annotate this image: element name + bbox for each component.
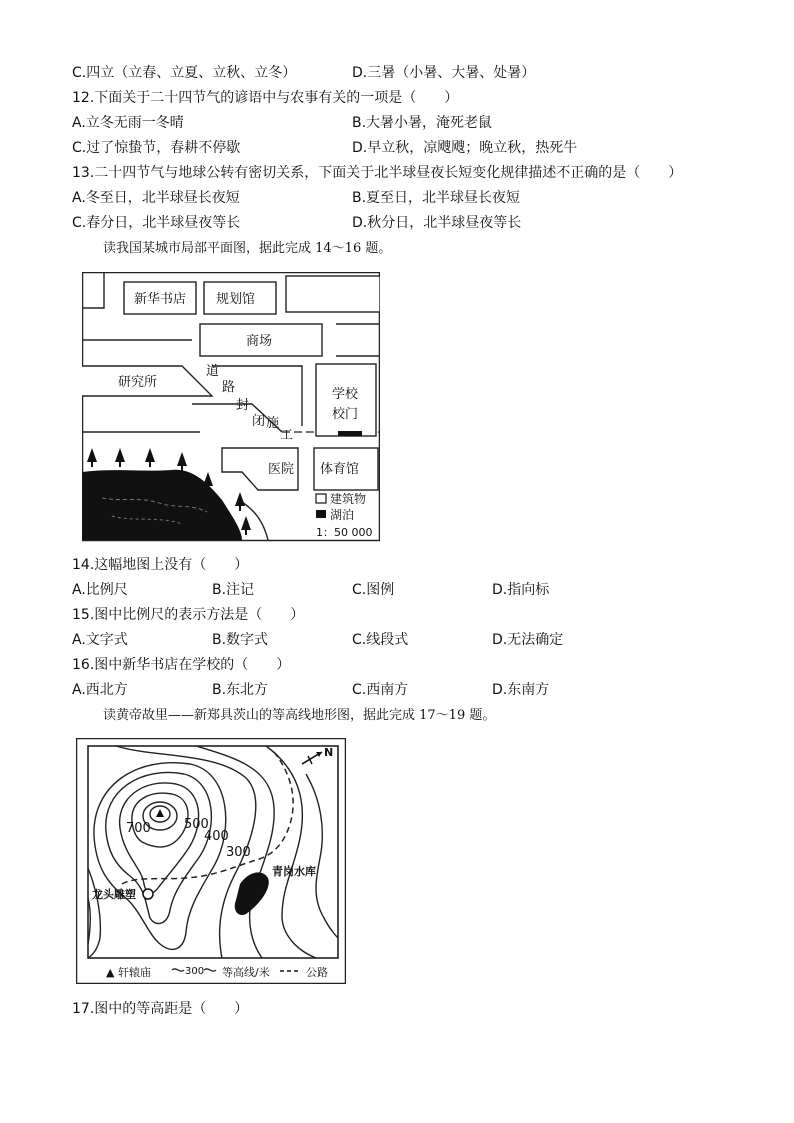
statue-circle-icon: [143, 889, 153, 899]
contour-map: [76, 738, 346, 984]
q12-option-d: D.早立秋，凉飕飕；晚立秋，热死牛: [352, 140, 578, 156]
q12-option-c: C.过了惊蛰节，春耕不停歇: [72, 140, 241, 156]
q16-stem: 16.图中新华书店在学校的（ ）: [72, 657, 291, 673]
q11-option-d: D.三暑（小暑、大暑、处暑）: [352, 65, 536, 81]
legend-building-swatch: [316, 494, 326, 503]
q16-option-c: C.西南方: [352, 682, 409, 698]
school-gate-mark: [338, 431, 362, 436]
q16-option-d: D.东南方: [492, 682, 550, 698]
legend-contour: 等高线/米: [222, 966, 270, 979]
q14-stem: 14.这幅地图上没有（ ）: [72, 557, 249, 573]
legend-temple: ▲ 轩辕庙: [106, 966, 151, 979]
q15-option-b: B.数字式: [212, 632, 269, 648]
contour-700: 700: [126, 821, 151, 836]
road-closure-char-3: 封: [236, 398, 250, 413]
q16-option-b: B.东北方: [212, 682, 269, 698]
q11-option-c: C.四立（立春、立夏、立秋、立冬）: [72, 65, 297, 81]
q13-option-b: B.夏至日，北半球昼长夜短: [352, 190, 521, 206]
road-closure-char-4: 闭: [252, 414, 266, 429]
label-mall: 商场: [246, 334, 273, 349]
q14-option-c: C.图例: [352, 582, 395, 598]
q15-option-c: C.线段式: [352, 632, 409, 648]
label-school-gate: 校门: [332, 407, 359, 422]
contour-400: 400: [204, 829, 229, 844]
q13-option-a: A.冬至日，北半球昼长夜短: [72, 190, 240, 206]
intro-17-19: 读黄帝故里——新郑具茨山的等高线地形图，据此完成 17～19 题。: [103, 708, 496, 723]
q14-option-d: D.指向标: [492, 582, 550, 598]
q17-stem: 17.图中的等高距是（ ）: [72, 1001, 249, 1017]
north-label: N: [324, 746, 334, 759]
label-institute: 研究所: [118, 375, 158, 390]
label-school: 学校: [332, 387, 359, 402]
city-map: [82, 272, 380, 542]
contour-300: 300: [226, 845, 251, 860]
road-closure-char-5: 施: [266, 416, 280, 431]
label-gym: 体育馆: [320, 462, 360, 477]
q12-option-a: A.立冬无雨一冬晴: [72, 115, 184, 131]
legend-road: 公路: [306, 966, 328, 979]
road-closure-char-6: 工: [280, 428, 294, 443]
legend-lake: 湖泊: [330, 508, 355, 522]
legend-lake-swatch: [316, 510, 326, 518]
legend-building: 建筑物: [330, 492, 367, 506]
q15-option-d: D.无法确定: [492, 632, 564, 648]
legend-scale: 1：50 000: [316, 526, 373, 539]
label-reservoir: 青岗水库: [272, 865, 316, 878]
contour-500: 500: [184, 817, 209, 832]
q13-option-c: C.春分日，北半球昼夜等长: [72, 215, 241, 231]
intro-14-16: 读我国某城市局部平面图，据此完成 14～16 题。: [103, 241, 392, 256]
q16-option-a: A.西北方: [72, 682, 128, 698]
q14-option-b: B.注记: [212, 582, 255, 598]
q12-option-b: B.大暑小暑，淹死老鼠: [352, 115, 493, 131]
q13-option-d: D.秋分日，北半球昼夜等长: [352, 215, 522, 231]
q13-stem: 13.二十四节气与地球公转有密切关系，下面关于北半球昼夜长短变化规律描述不正确的是（ ）: [72, 165, 683, 181]
label-hospital: 医院: [268, 462, 295, 477]
q12-stem: 12.下面关于二十四节气的谚语中与农事有关的一项是（ ）: [72, 90, 459, 106]
label-planning-hall: 规划馆: [216, 292, 256, 307]
q15-option-a: A.文字式: [72, 632, 128, 648]
q15-stem: 15.图中比例尺的表示方法是（ ）: [72, 607, 305, 623]
label-statue: 龙头雕塑: [92, 888, 136, 901]
road-closure-char-1: 道: [206, 364, 220, 379]
legend-contour-sample: 300: [185, 966, 205, 977]
label-bookstore: 新华书店: [134, 292, 187, 307]
q14-option-a: A.比例尺: [72, 582, 128, 598]
road-closure-char-2: 路: [222, 380, 236, 395]
